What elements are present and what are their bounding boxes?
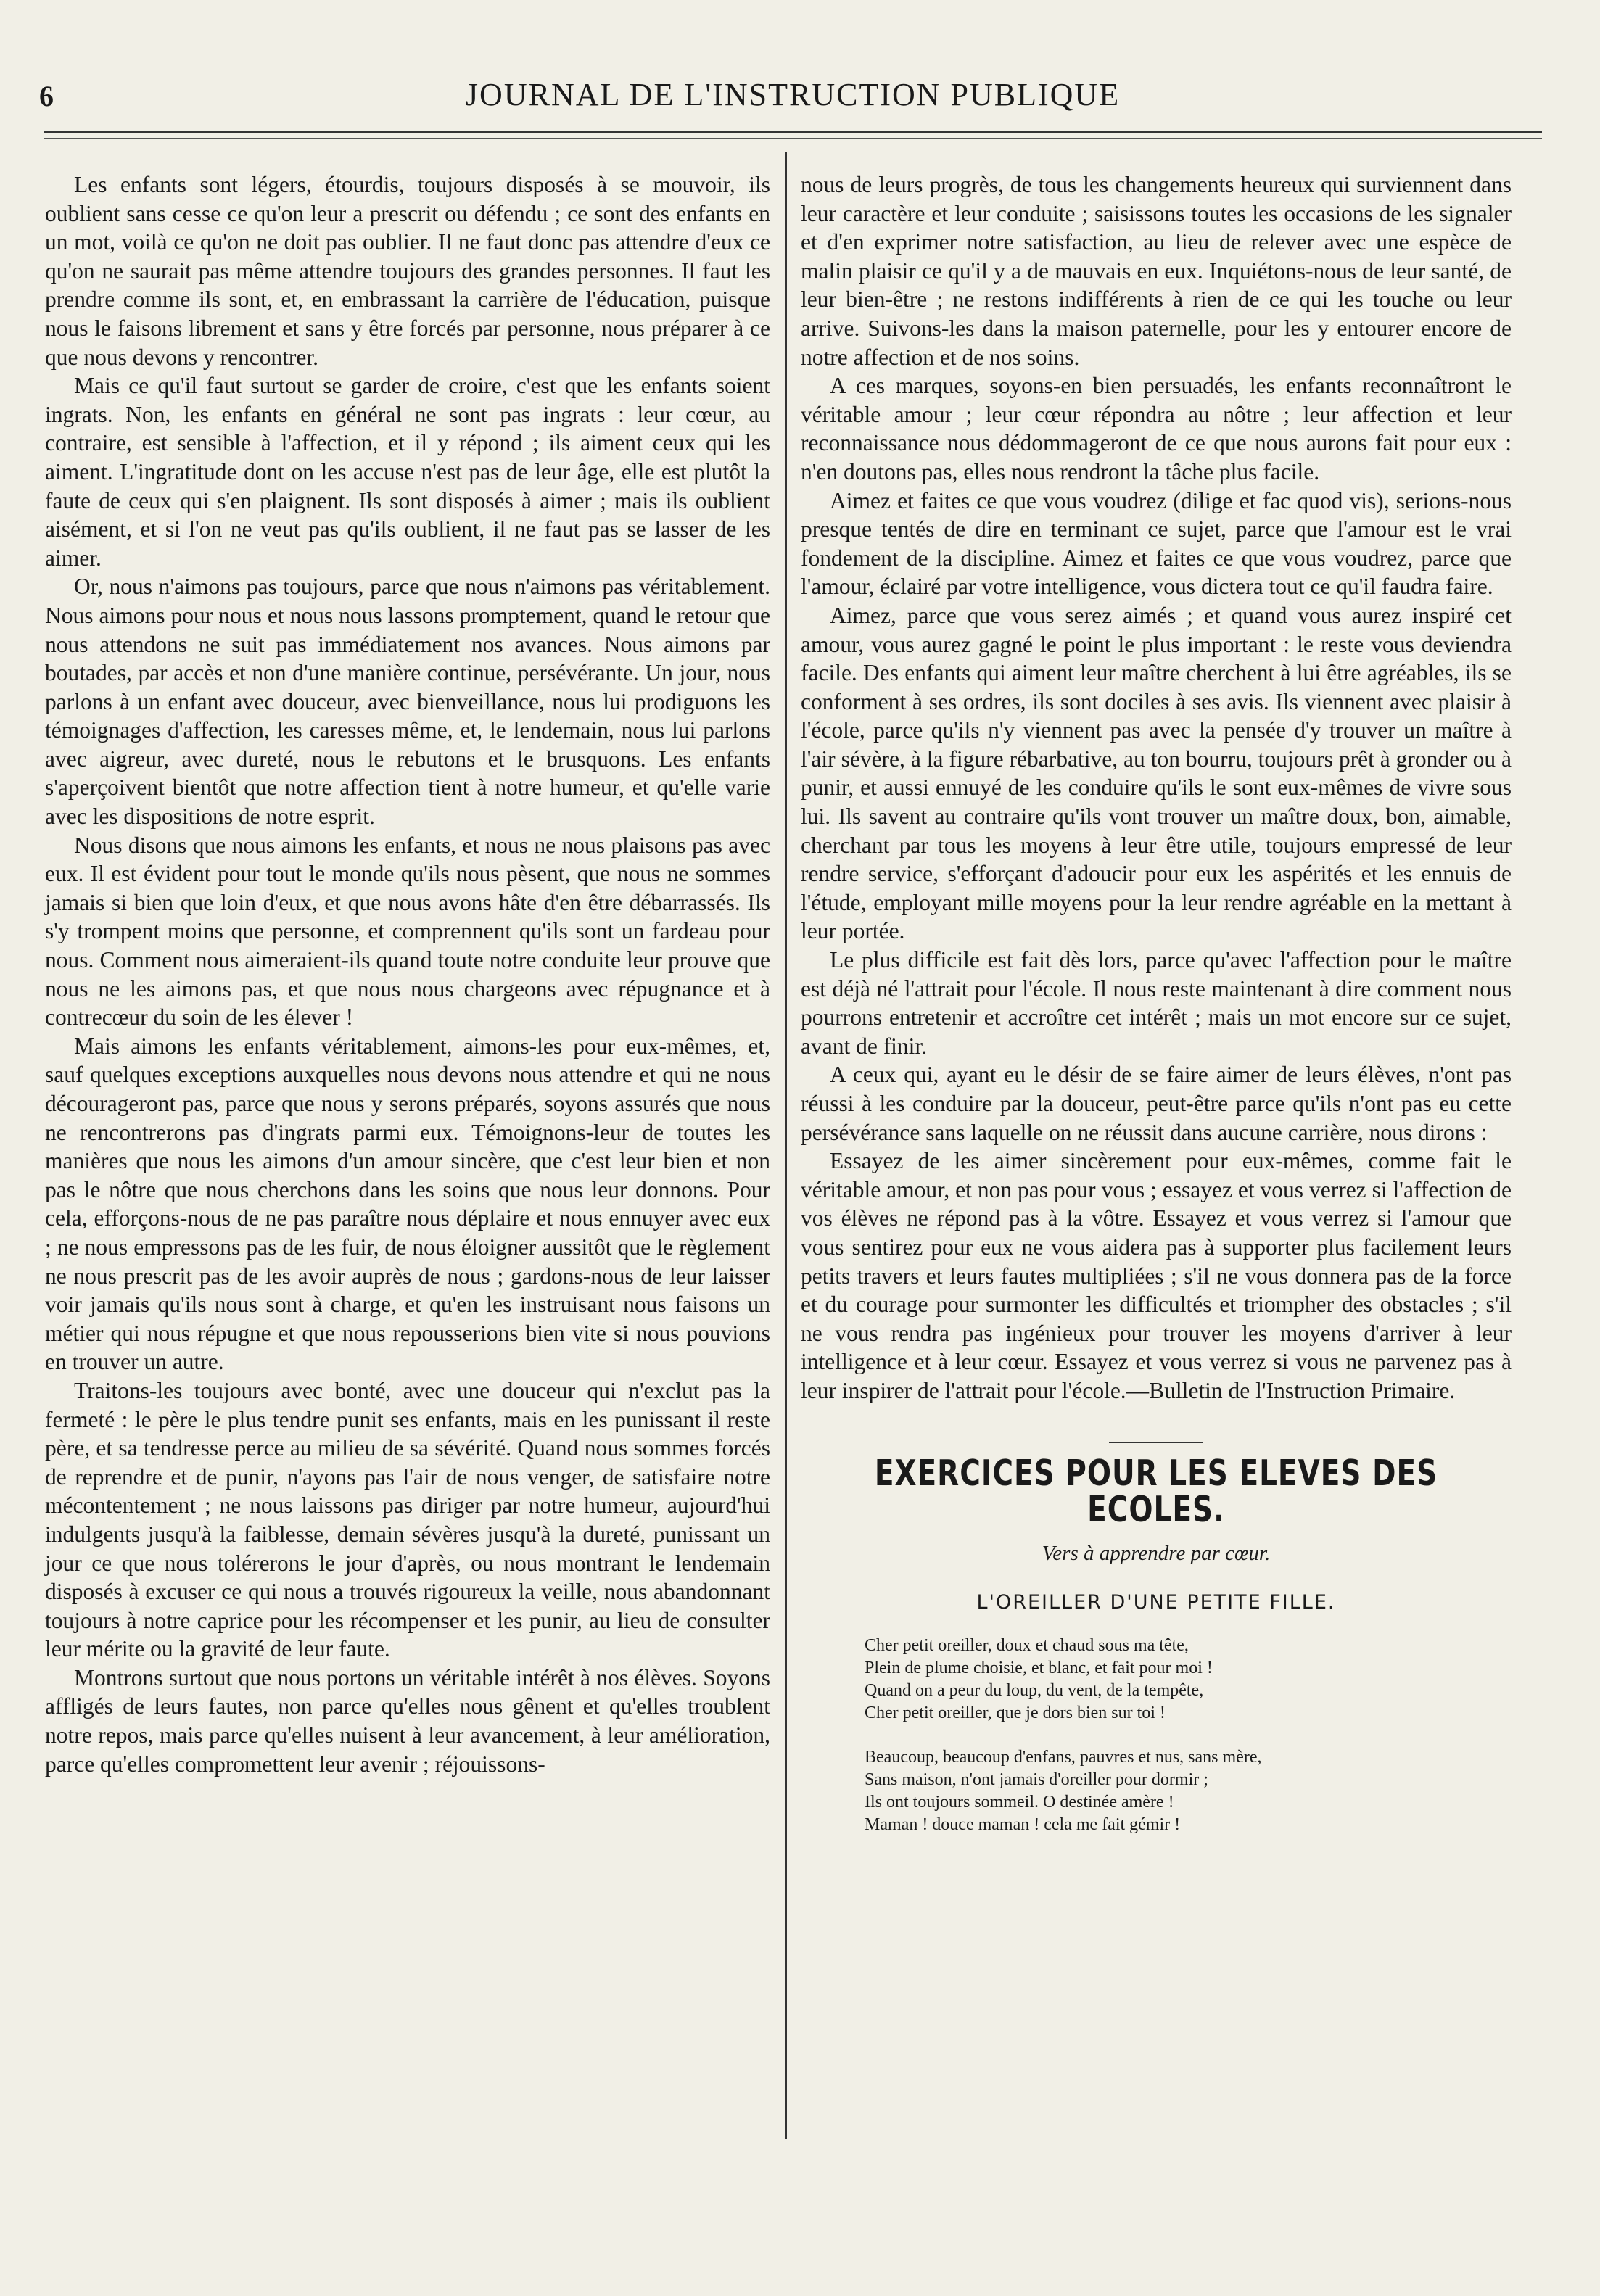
page-header (29, 69, 1556, 112)
poem-stanza (865, 1746, 1512, 1836)
paragraph: Traitons-les toujours avec bonté, avec une douceur qui n'exclut pas la fermeté : le père le plus tendre punit ses enfants, mais en les punissant il reste père, et sa tendresse perce au milieu de sa sévérité. Quand nous sommes forcés de reprendre et de punir, n'ayons pas l'air de nous venger, de satisfaire notre mécontentement ; ne nous laissons pas diriger par notre humeur, aujourd'hui indulgents jusqu'à la faiblesse, demain sévères jusqu'à la dureté, punissant un jour ce que nous tolérerons le jour d'après, ou nous montrant le lendemain disposés à excuser ce qui nous a trouvés rigoureux la veille, nous abandonnant toujours à notre caprice pour les récompenser et les punir, au lieu de consulter leur mérite ou la gravité de leur faute. (45, 1377, 770, 1662)
left-column (45, 170, 770, 1778)
poem-line: Quand on a peur du loup, du vent, de la tempête, (865, 1680, 1204, 1700)
header-rule-thin (44, 138, 1542, 139)
poem-line: Beaucoup, beaucoup d'enfans, pauvres et nus, sans mère, (865, 1747, 1262, 1767)
exercises-section (801, 1442, 1512, 1836)
paragraph: Or, nous n'aimons pas toujours, parce que nous n'aimons pas véritablement. Nous aimons pour nous et nous nous lassons promptement, quand le retour que nous attendons ne suit pas immédiatement nos avances. Nous aimons par boutades, par accès et non d'une manière continue, persévérante. Un jour, nous parlons à un enfant avec douceur, avec bienveillance, nous lui prodiguons les témoignages d'affection, les caresses même, et, le lendemain, nous lui parlons avec aigreur, avec dureté, nous le rebutons et le brusquons. Les enfants s'aperçoivent bientôt que notre affection tient à notre humeur, et qu'elle varie avec les dispositions de notre esprit. (45, 574, 770, 830)
column-divider (785, 152, 787, 2139)
paragraph: Montrons surtout que nous portons un véritable intérêt à nos élèves. Soyons affligés de leurs fautes, non parce qu'elles nous gênent et qu'elles troublent notre repos, mais parce qu'elles nuisent à leur avancement, à leur amélioration, parce qu'elles compromettent leur avenir ; réjouissons- (45, 1664, 770, 1777)
journal-title: JOURNAL DE L'INSTRUCTION PUBLIQUE (465, 77, 1121, 112)
poem-line: Plein de plume choisie, et blanc, et fait pour moi ! (865, 1658, 1213, 1677)
paragraph: Mais ce qu'il faut surtout se garder de croire, c'est que les enfants soient ingrats. Non, les enfants en général ne sont pas ingrats : leur cœur, au contraire, est sensible à l'affection, et il y répond ; ils aiment ceux qui les aiment. L'ingratitude dont on les accuse n'est pas de leur âge, elle est plutôt la faute de ceux qui s'en plaignent. Ils sont disposés à aimer ; mais ils oublient aisément, et si l'on ne veut pas qu'ils oublient, il ne faut pas se lasser de les aimer. (45, 373, 770, 571)
paragraph: nous de leurs progrès, de tous les changements heureux qui surviennent dans leur caractère et leur conduite ; saisissons toutes les occasions de les signaler et d'en exprimer notre satisfaction, au lieu de relever avec une espèce de malin plaisir ce qu'il y a de mauvais en eux. Inquiétons-nous de leur santé, de leur bien-être ; ne restons indifférents à rien de ce qui les touche ou leur arrive. Suivons-les dans la maison paternelle, pour les y entourer encore de notre affection et de nos soins. (801, 172, 1512, 370)
paragraph: A ceux qui, ayant eu le désir de se faire aimer de leurs élèves, n'ont pas réussi à les conduire par la douceur, peut-être parce qu'ils n'ont pas eu cette persévérance sans laquelle on ne réussit dans aucune carrière, nous dirons : (801, 1062, 1512, 1145)
section-subtitle: Vers à apprendre par cœur. (1042, 1541, 1271, 1565)
poem-stanza (865, 1635, 1512, 1725)
poem-line: Ils ont toujours sommeil. O destinée amère ! (865, 1792, 1174, 1812)
paragraph: Nous disons que nous aimons les enfants, et nous ne nous plaisons pas avec eux. Il est évident pour tout le monde qu'ils nous pèsent, que nous ne sommes jamais si bien que loin d'eux, et que nous avons hâte d'en être débarrassés. Ils s'y trompent moins que personne, et comprennent qu'ils sont un fardeau pour nous. Comment nous aimeraient-ils quand toute notre conduite leur prouve que nous ne les aimons pas, et que nous nous chargeons avec répugnance et à contrecœur du soin de les élever ! (45, 832, 770, 1031)
poem-title: L'OREILLER D'UNE PETITE FILLE. (976, 1591, 1336, 1614)
section-rule (1109, 1442, 1203, 1443)
page-number: 6 (39, 80, 54, 112)
poem-line: Sans maison, n'ont jamais d'oreiller pour dormir ; (865, 1770, 1208, 1789)
section-title: EXERCICES POUR LES ELEVES DES ECOLES. (874, 1453, 1438, 1530)
paragraph: Aimez, parce que vous serez aimés ; et quand vous aurez inspiré cet amour, vous aurez gagné le point le plus important : le reste vous deviendra facile. Des enfants qui aiment leur maître cherchent à lui être agréables, ils se conforment à ses ordres, ils sont dociles à ses avis. Ils viennent avec plaisir à l'école, parce qu'ils n'y viennent pas avec la pensée d'y trouver un maître à l'air sévère, à la figure rébarbative, au ton bourru, toujours prêt à gronder ou à punir, et aussi ennuyé de les conduire qu'ils le sont eux-mêmes de vivre sous lui. Ils savent au contraire qu'ils vont trouver un maître doux, bon, aimable, cherchant par tous les moyens à leur être utile, toujours empressé de leur rendre service, s'efforçant d'adoucir pour eux les aspérités et les ennuis de l'étude, employant mille moyens pour la leur rendre agréable en la mettant à leur portée. (801, 602, 1512, 944)
header-rule (44, 131, 1542, 133)
paragraph: Le plus difficile est fait dès lors, parce qu'avec l'affection pour le maître est déjà né l'attrait pour l'école. Il nous reste maintenant à dire comment nous pourrons entretenir et accroître cet intérêt ; mais un mot encore sur ce sujet, avant de finir. (801, 947, 1512, 1059)
poem-line: Cher petit oreiller, que je dors bien sur toi ! (865, 1703, 1166, 1722)
paragraph: Les enfants sont légers, étourdis, toujours disposés à se mouvoir, ils oublient sans cesse ce qu'on leur a prescrit ou défendu ; ce sont des enfants en un mot, voilà ce qu'on ne doit pas oublier. Il ne faut donc pas attendre d'eux ce qu'on ne saurait pas même attendre toujours des grandes personnes. Il faut les prendre comme ils sont, et, en embrassant la carrière de l'éducation, puisque nous le faisons librement et sans y être forcés par personne, nous préparer à ce que nous devons y rencontrer. (45, 172, 770, 370)
paragraph: Essayez de les aimer sincèrement pour eux-mêmes, comme fait le véritable amour, et non pas pour vous ; essayez et vous verrez si l'affection de vos élèves ne répond pas à la vôtre. Essayez et vous verrez si l'amour que vous sentirez pour eux ne vous aidera pas à supporter plus facilement leurs petits travers et leurs fautes multipliées ; s'il ne vous donnera pas de la force et du courage pour surmonter les difficultés et triompher des obstacles ; s'il ne vous rendra pas ingénieux pour trouver les moyens d'arriver à leur intelligence et à leur cœur. Essayez et vous verrez si vous ne parvenez pas à leur inspirer de l'attrait pour l'école.—Bulletin de l'Instruction Primaire. (801, 1148, 1512, 1403)
right-column (801, 170, 1512, 1858)
paragraph: Aimez et faites ce que vous voudrez (dilige et fac quod vis), serions-nous presque tentés de dire en terminant ce sujet, parce que l'amour est le vrai fondement de la discipline. Aimez et faites ce que vous voudrez, parce que l'amour, éclairé par votre intelligence, vous dictera tout ce qu'il faudra faire. (801, 487, 1512, 600)
paragraph: A ces marques, soyons-en bien persuadés, les enfants reconnaîtront le véritable amour ; leur cœur répondra au nôtre ; leur affection et leur reconnaissance nous dédommageront de ce que nous aurons fait pour eux : n'en doutons pas, elles nous rendront la tâche plus facile. (801, 373, 1512, 484)
poem-line: Cher petit oreiller, doux et chaud sous ma tête, (865, 1635, 1189, 1655)
poem-line: Maman ! douce maman ! cela me fait gémir ! (865, 1814, 1181, 1834)
paragraph: Mais aimons les enfants véritablement, aimons-les pour eux-mêmes, et, sauf quelques exceptions auxquelles nous devons nous attendre et qui ne nous décourageront pas, parce que nous y serons préparés, soyons assurés que nous ne rencontrerons pas d'ingrats parmi eux. Témoignons-leur de toutes les manières que nous les aimons d'un amour sincère, que c'est leur bien et non pas le nôtre que nous cherchons dans les soins que nous leur donnons. Pour cela, efforçons-nous de ne pas paraître nous déplaire et nous ennuyer avec eux ; ne nous empressons pas de les fuir, de nous éloigner aussitôt que le règlement ne nous prescrit pas de les avoir auprès de nous ; gardons-nous de leur laisser voir jamais qu'ils nous sont à charge, et qu'en les instruisant nous faisons un métier qui nous répugne et que nous repousserions bien vite si nous pouvions en trouver un autre. (45, 1033, 770, 1375)
